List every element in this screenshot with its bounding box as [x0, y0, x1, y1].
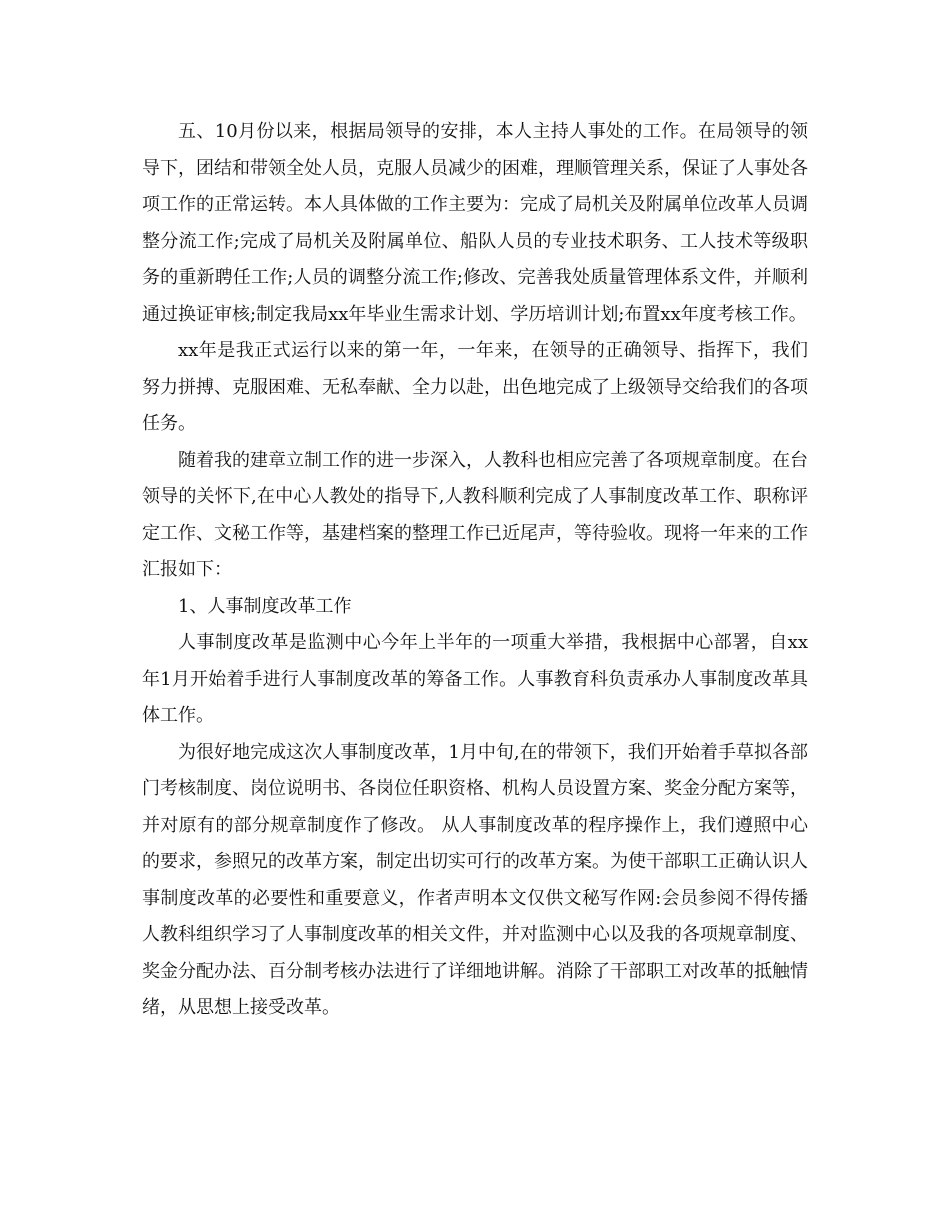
paragraph-5: 为很好地完成这次人事制度改革，1月中旬,在的带领下，我们开始着手草拟各部门考核制度、岗位说明书、各岗位任职资格、机构人员设置方案、奖金分配方案等，并对原有的部分规章制度作了修改。 从人事制度改革的程序操作上，我们遵照中心的要求，参照兄的改革方案，制定出切实可行的改革方案。为使干部职工正确认识人事制度改革的必要性和重要意义，作者声明本文仅供文秘写作网:会员参阅不得传播人教科组织学习了人事制度改革的相关文件，并对监测中心以及我的各项规章制度、奖金分配办法、百分制考核办法进行了详细地讲解。消除了干部职工对改革的抵触情绪，从思想上接受改革。 [142, 741, 808, 1018]
paragraph-4: 人事制度改革是监测中心今年上半年的一项重大举措，我根据中心部署，自xx年1月开始着手进行人事制度改革的筹备工作。人事教育科负责承办人事制度改革具体工作。 [142, 632, 808, 726]
document-body [142, 114, 808, 1027]
section-heading: 1、人事制度改革工作 [178, 595, 352, 617]
paragraph-2: xx年是我正式运行以来的第一年，一年来，在领导的正确领导、指挥下，我们努力拼搏、克服困难、无私奉献、全力以赴，出色地完成了上级领导交给我们的各项任务。 [142, 340, 808, 434]
paragraph-3: 随着我的建章立制工作的进一步深入，人教科也相应完善了各项规章制度。在台领导的关怀下,在中心人教处的指导下,人教科顺利完成了人事制度改革工作、职称评定工作、文秘工作等，基建档案的整理工作已近尾声，等待验收。现将一年来的工作汇报如下： [142, 449, 808, 580]
paragraph-1: 五、10月份以来，根据局领导的安排，本人主持人事处的工作。在局领导的领导下，团结和带领全处人员，克服人员减少的困难，理顺管理关系，保证了人事处各项工作的正常运转。本人具体做的工作主要为：完成了局机关及附属单位改革人员调整分流工作;完成了局机关及附属单位、船队人员的专业技术职务、工人技术等级职务的重新聘任工作;人员的调整分流工作;修改、完善我处质量管理体系文件，并顺利通过换证审核;制定我局xx年毕业生需求计划、学历培训计划;布置xx年度考核工作。 [142, 121, 808, 325]
